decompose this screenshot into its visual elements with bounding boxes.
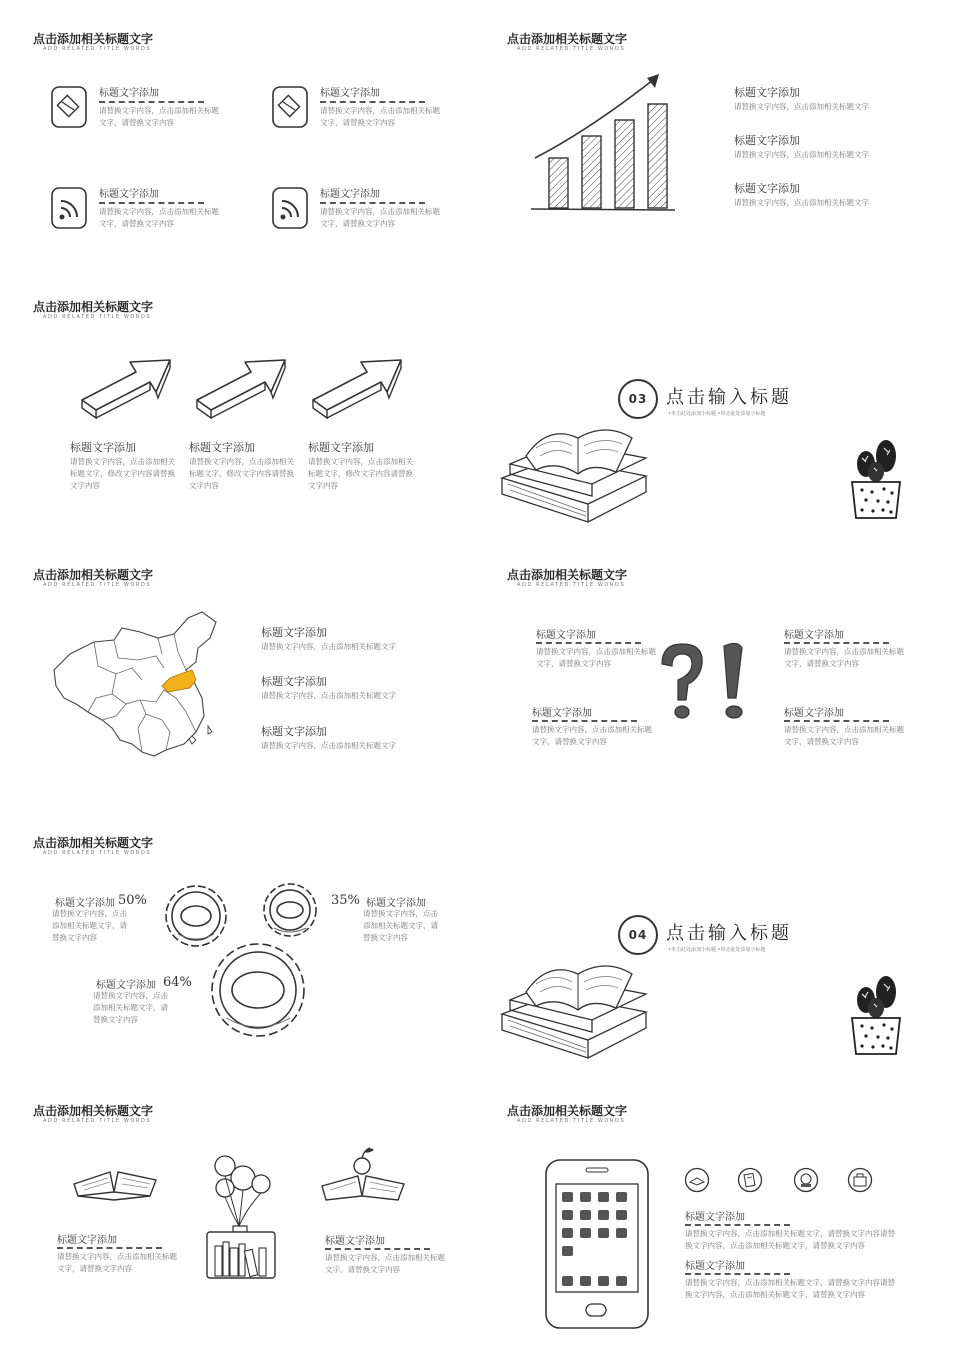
section-title: 点击输入标题	[666, 387, 792, 408]
arrow-icon	[309, 356, 405, 420]
globe-circle-icon	[793, 1167, 819, 1193]
slide-title: 点击添加相关标题文字	[507, 568, 628, 582]
item-title: 标题文字添加	[366, 898, 426, 909]
slide-9	[0, 1072, 474, 1340]
slide-7	[0, 804, 474, 1072]
growth-bars-sketch	[529, 70, 679, 215]
slide-5	[0, 536, 474, 804]
briefcase-circle-icon	[847, 1167, 873, 1193]
dashed-divider	[784, 642, 889, 644]
item-body: 请替换文字内容，点击添加相关标题文字	[261, 691, 396, 700]
item-body: 请替换文字内容，点击添加相关标题文字，请替换文字内容	[52, 909, 127, 942]
dashed-divider	[685, 1224, 790, 1226]
dashed-divider	[784, 720, 889, 722]
notes-circle-icon	[737, 1167, 763, 1193]
item-body: 请替换文字内容，点击添加相关标题文字，请替换文字内容	[99, 106, 219, 127]
section-number: 03	[618, 379, 658, 419]
apple-book-sketch	[318, 1144, 408, 1206]
percent-label: 35%	[331, 893, 360, 908]
slide-subtitle: ADD RELATED TITLE WORDS	[43, 850, 152, 856]
section-number: 04	[618, 915, 658, 955]
item-title: 标题文字添加	[55, 898, 115, 909]
phone-sketch	[542, 1156, 652, 1332]
item-body: 请替换文字内容，点击添加相关标题文字，请替换文字内容	[536, 647, 656, 668]
question-exclamation-sketch	[652, 640, 762, 724]
slide-title: 点击添加相关标题文字	[33, 1104, 154, 1118]
item-title: 标题文字添加	[261, 725, 327, 738]
item-title: 标题文字添加	[99, 189, 159, 200]
dashed-divider	[57, 1247, 162, 1249]
slide-title: 点击添加相关标题文字	[507, 32, 628, 46]
slide-title: 点击添加相关标题文字	[33, 836, 154, 850]
item-title: 标题文字添加	[189, 441, 255, 454]
item-body: 请替换文字内容，点击添加相关标题文字	[734, 198, 869, 207]
slide-section-04	[474, 804, 948, 1072]
gears-sketch	[150, 882, 330, 1042]
balloons-suitcase-sketch	[203, 1152, 283, 1282]
item-body: 请替换文字内容，点击添加相关标题文字，修改文字内容请替换文字内容	[189, 457, 294, 490]
item-title: 标题文字添加	[320, 189, 380, 200]
dashed-divider	[99, 202, 204, 204]
arrow-icon	[78, 356, 174, 420]
item-body: 请替换文字内容，点击添加相关标题文字，修改文字内容请替换文字内容	[70, 457, 175, 490]
slide-subtitle: ADD RELATED TITLE WORDS	[517, 46, 626, 52]
slide-1	[0, 0, 474, 268]
item-title: 标题文字添加	[532, 708, 592, 719]
item-title: 标题文字添加	[261, 675, 327, 688]
percent-label: 50%	[118, 893, 147, 908]
slide-subtitle: ADD RELATED TITLE WORDS	[43, 582, 152, 588]
item-title: 标题文字添加	[308, 441, 374, 454]
slide-section-03	[474, 268, 948, 536]
item-body: 请替换文字内容，点击添加相关标题文字，请替换文字内容	[363, 909, 438, 942]
open-book-icon	[70, 1162, 160, 1202]
item-title: 标题文字添加	[685, 1212, 745, 1223]
dashed-divider	[320, 202, 425, 204]
slide-10	[474, 1072, 948, 1340]
slide-subtitle: ADD RELATED TITLE WORDS	[517, 582, 626, 588]
item-title: 标题文字添加	[784, 708, 844, 719]
item-body: 请替换文字内容，点击添加相关标题文字，请替换文字内容	[325, 1253, 445, 1274]
dashed-divider	[536, 642, 641, 644]
item-title: 标题文字添加	[734, 134, 800, 147]
arrow-icon	[193, 356, 289, 420]
item-body: 请替换文字内容，点击添加相关标题文字，请替换文字内容	[784, 647, 904, 668]
slide-title: 点击添加相关标题文字	[507, 1104, 628, 1118]
dashed-divider	[99, 101, 204, 103]
item-title: 标题文字添加	[70, 441, 136, 454]
slide-title: 点击添加相关标题文字	[33, 32, 154, 46]
item-body: 请替换文字内容，点击添加相关标题文字	[734, 102, 869, 111]
slide-title: 点击添加相关标题文字	[33, 568, 154, 582]
section-subtitle: •单击此处添加小标题 •单击此处添加小标题	[668, 411, 766, 417]
rss-icon	[50, 186, 88, 230]
slide-subtitle: ADD RELATED TITLE WORDS	[43, 314, 152, 320]
dashed-divider	[532, 720, 637, 722]
slide-subtitle: ADD RELATED TITLE WORDS	[517, 1118, 626, 1124]
item-body: 请替换文字内容，点击添加相关标题文字，请替换文字内容	[57, 1252, 177, 1273]
envelope-icon	[50, 85, 88, 129]
item-body: 请替换文字内容，点击添加相关标题文字	[261, 642, 396, 651]
section-title: 点击输入标题	[666, 923, 792, 944]
item-body: 请替换文字内容，点击添加相关标题文字，修改文字内容请替换文字内容	[308, 457, 413, 490]
dashed-divider	[685, 1273, 790, 1275]
rss-icon	[271, 186, 309, 230]
item-body: 请替换文字内容，点击添加相关标题文字，请替换文字内容	[784, 725, 904, 746]
item-body: 请替换文字内容，点击添加相关标题文字，请替换文字内容请替换文字内容，点击添加相关标题文字，请替换文字内容	[685, 1278, 895, 1299]
item-body: 请替换文字内容，点击添加相关标题文字，请替换文字内容请替换文字内容，点击添加相关标题文字，请替换文字内容	[685, 1229, 895, 1250]
books-sketch	[496, 954, 661, 1064]
item-title: 标题文字添加	[536, 630, 596, 641]
item-title: 标题文字添加	[96, 980, 156, 991]
percent-label: 64%	[163, 975, 192, 990]
slide-title: 点击添加相关标题文字	[33, 300, 154, 314]
cactus-pot-sketch	[846, 438, 906, 520]
slide-2	[474, 0, 948, 268]
item-body: 请替换文字内容，点击添加相关标题文字，请替换文字内容	[320, 106, 440, 127]
section-subtitle: •单击此处添加小标题 •单击此处添加小标题	[668, 947, 766, 953]
item-title: 标题文字添加	[685, 1261, 745, 1272]
dashed-divider	[320, 101, 425, 103]
item-title: 标题文字添加	[320, 88, 380, 99]
item-body: 请替换文字内容，点击添加相关标题文字，请替换文字内容	[93, 991, 168, 1024]
slide-6	[474, 536, 948, 804]
slide-3	[0, 268, 474, 536]
item-body: 请替换文字内容，点击添加相关标题文字，请替换文字内容	[532, 725, 652, 746]
item-title: 标题文字添加	[784, 630, 844, 641]
item-title: 标题文字添加	[734, 182, 800, 195]
book-circle-icon	[684, 1167, 710, 1193]
item-body: 请替换文字内容，点击添加相关标题文字，请替换文字内容	[320, 207, 440, 228]
cactus-pot-sketch	[846, 974, 906, 1056]
item-title: 标题文字添加	[325, 1236, 385, 1247]
books-sketch	[496, 418, 661, 528]
item-title: 标题文字添加	[734, 86, 800, 99]
envelope-icon	[271, 85, 309, 129]
item-body: 请替换文字内容，点击添加相关标题文字	[734, 150, 869, 159]
slide-subtitle: ADD RELATED TITLE WORDS	[43, 1118, 152, 1124]
dashed-divider	[325, 1248, 430, 1250]
item-title: 标题文字添加	[99, 88, 159, 99]
item-body: 请替换文字内容，点击添加相关标题文字，请替换文字内容	[99, 207, 219, 228]
item-body: 请替换文字内容，点击添加相关标题文字	[261, 741, 396, 750]
item-title: 标题文字添加	[57, 1235, 117, 1246]
china-map-sketch	[46, 608, 231, 773]
slide-subtitle: ADD RELATED TITLE WORDS	[43, 46, 152, 52]
item-title: 标题文字添加	[261, 626, 327, 639]
